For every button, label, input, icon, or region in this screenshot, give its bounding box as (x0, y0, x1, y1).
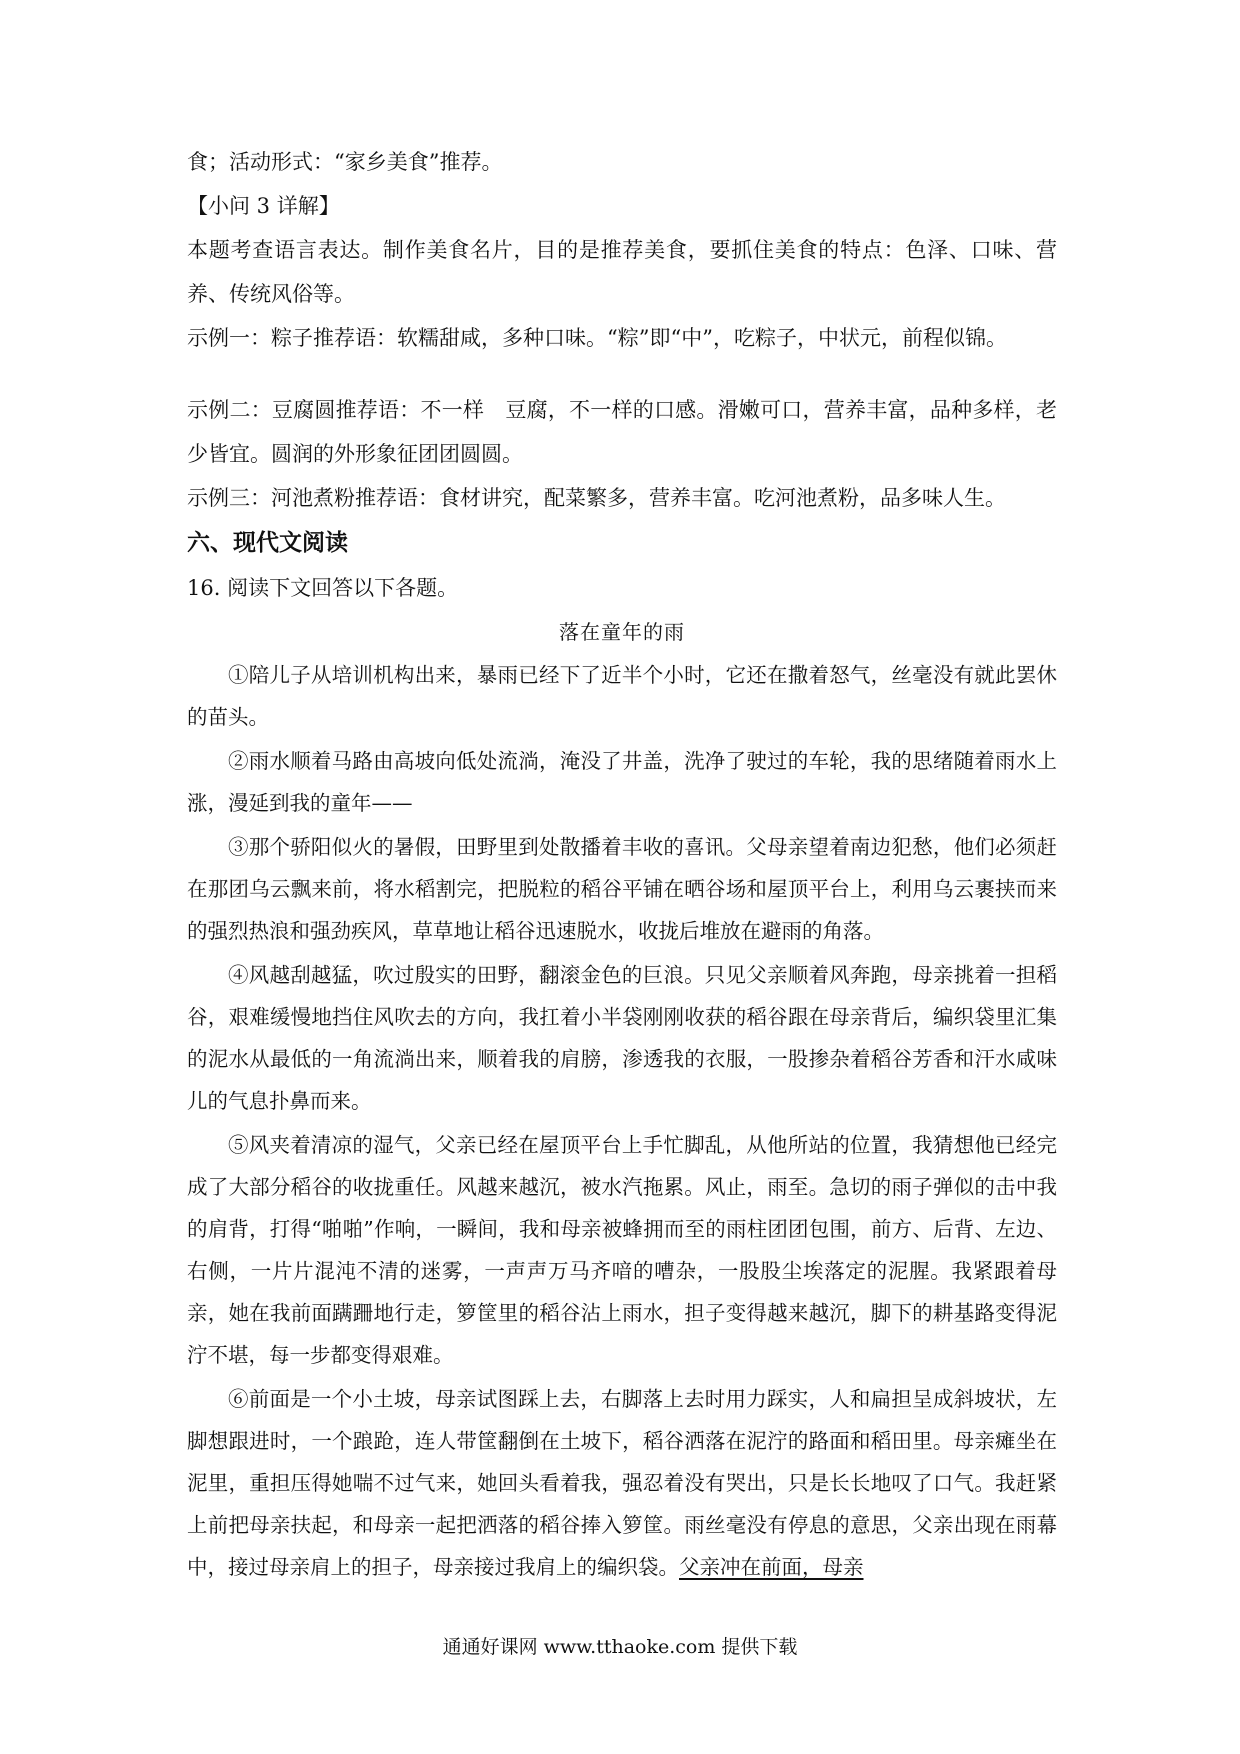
underlined-sentence: 父亲冲在前面，母亲 (679, 1555, 864, 1579)
article-paragraph-4: ④风越刮越猛，吹过殷实的田野，翻滚金色的巨浪。只见父亲顺着风奔跑，母亲挑着一担稻谷，艰难缓慢地挡住风吹去的方向，我扛着小半袋刚刚收获的稻谷跟在母亲背后，编织袋里汇集的泥水从最低的一角流淌出来，顺着我的肩膀，渗透我的衣服，一股掺杂着稻谷芳香和汗水咸味儿的气息扑鼻而来。 (187, 963, 1057, 1113)
question-3-label: 【小问 3 详解】 (187, 194, 340, 218)
question-prompt: 16. 阅读下文回答以下各题。 (187, 576, 459, 600)
article-paragraph-6 (187, 1378, 1057, 1588)
page-footer: 通通好课网 www.tthaoke.com 提供下载 (442, 1636, 798, 1658)
blank-gap (187, 360, 1057, 388)
article-paragraph-3: ③那个骄阳似火的暑假，田野里到处散播着丰收的喜讯。父母亲望着南边犯愁，他们必须赶在那团乌云飘来前，将水稻割完，把脱粒的稻谷平铺在晒谷场和屋顶平台上，利用乌云裹挟而来的强烈热浪和强劲疾风，草草地让稻谷迅速脱水，收拢后堆放在避雨的角落。 (187, 835, 1057, 943)
article-paragraph-5: ⑤风夹着清凉的湿气，父亲已经在屋顶平台上手忙脚乱，从他所站的位置，我猜想他已经完成了大部分稻谷的收拢重任。风越来越沉，被水汽拖累。风止，雨至。急切的雨子弹似的击中我的肩背，打得“啪啪”作响，一瞬间，我和母亲被蜂拥而至的雨柱团团包围，前方、后背、左边、右侧，一片片混沌不清的迷雾，一声声万马齐喑的嘈杂，一股股尘埃落定的泥腥。我紧跟着母亲，她在我前面蹒跚地行走，箩筐里的稻谷沾上雨水，担子变得越来越沉，脚下的耕基路变得泥泞不堪，每一步都变得艰难。 (187, 1133, 1057, 1367)
paragraph-6-text: ⑥前面是一个小土坡，母亲试图踩上去，右脚落上去时用力踩实，人和扁担呈成斜坡状，左脚想跟进时，一个踉跄，连人带筐翻倒在土坡下，稻谷洒落在泥泞的路面和稻田里。母亲瘫坐在泥里，重担压得她喘不过气来，她回头看着我，强忍着没有哭出，只是长长地叹了口气。我赶紧上前把母亲扶起，和母亲一起把洒落的稻谷捧入箩筐。雨丝毫没有停息的意思，父亲出现在雨幕中，接过母亲肩上的担子，母亲接过我肩上的编织袋。 (187, 1387, 1057, 1579)
example-2: 示例二：豆腐圆推荐语：不一样 豆腐，不一样的口感。滑嫩可口，营养丰富，品种多样，老少皆宜。圆润的外形象征团团圆圆。 (187, 398, 1057, 466)
article-paragraph-2: ②雨水顺着马路由高坡向低处流淌，淹没了井盖，洗净了驶过的车轮，我的思绪随着雨水上涨，漫延到我的童年—— (187, 749, 1057, 815)
article-paragraph-1: ①陪儿子从培训机构出来，暴雨已经下了近半个小时，它还在撒着怒气，丝毫没有就此罢休的苗头。 (187, 663, 1057, 729)
example-3: 示例三：河池煮粉推荐语：食材讲究，配菜繁多，营养丰富。吃河池煮粉，品多味人生。 (187, 486, 1006, 510)
document-page (187, 140, 1057, 1590)
answer-explanation: 本题考查语言表达。制作美食名片，目的是推荐美食，要抓住美食的特点：色泽、口味、营养、传统风俗等。 (187, 238, 1057, 306)
article-title: 落在童年的雨 (559, 620, 685, 644)
section-heading: 六、现代文阅读 (187, 530, 348, 556)
answer-line-1: 食；活动形式：“家乡美食”推荐。 (187, 150, 503, 174)
example-1: 示例一：粽子推荐语：软糯甜咸，多种口味。“粽”即“中”，吃粽子，中状元，前程似锦。 (187, 326, 1007, 350)
